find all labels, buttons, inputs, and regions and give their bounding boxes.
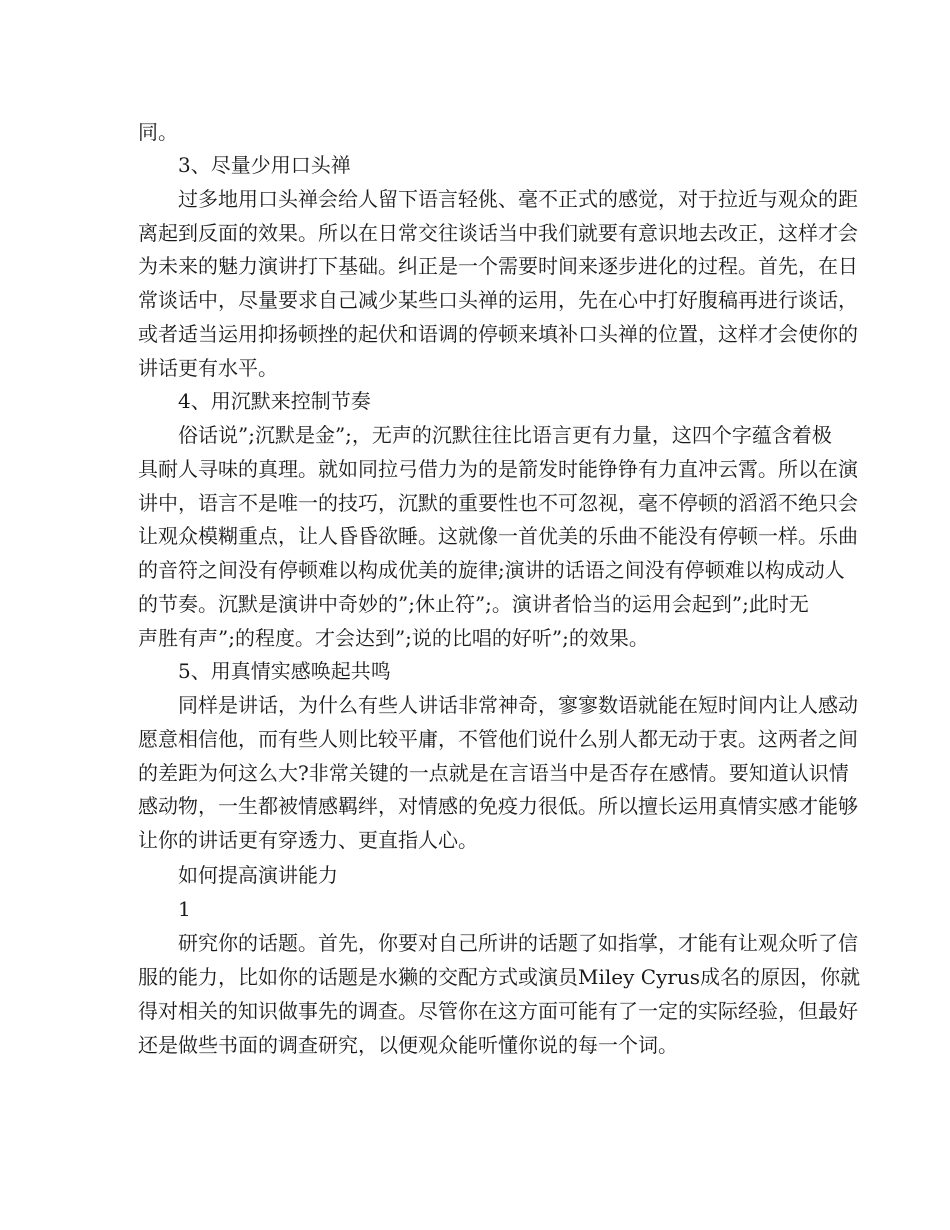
paragraph-text: 的节奏。沉默是演讲中奇妙的”;休止符”;。演讲者恰当的运用会起到”;此时无 [138,592,809,616]
paragraph-text: 研究你的话题。首先，你要对自己所讲的话题了如指掌，才能有让观众听了信 [178,931,858,955]
paragraph-text: 同。 [138,120,178,144]
section-title: 如何提高演讲能力 [178,863,338,887]
section-heading: 5、用真情实感唤起共鸣 [178,659,391,683]
paragraph-text: 具耐人寻味的真理。就如同拉弓借力为的是箭发时能铮铮有力直冲云霄。所以在演 [138,457,858,481]
paragraph-text: 愿意相信他，而有些人则比较平庸，不管他们说什么别人都无动于衷。这两者之间 [138,727,858,751]
paragraph-text: 讲话更有水平。 [138,356,278,380]
step-number: 1 [178,897,191,921]
paragraph-text: 过多地用口头禅会给人留下语言轻佻、毫不正式的感觉，对于拉近与观众的距 [178,187,858,211]
section-heading: 4、用沉默来控制节奏 [178,389,371,413]
section-heading: 3、尽量少用口头禅 [178,153,351,177]
paragraph-text: 让观众模糊重点，让人昏昏欲睡。这就像一首优美的乐曲不能没有停顿一样。乐曲 [138,524,858,548]
paragraph-text: 为未来的魅力演讲打下基础。纠正是一个需要时间来逐步进化的过程。首先，在日 [138,254,858,278]
paragraph-text: 服的能力，比如你的话题是水獭的交配方式或演员Miley Cyrus成名的原因，你就 [138,965,861,989]
paragraph-text: 让你的讲话更有穿透力、更直指人心。 [138,828,478,852]
paragraph-text: 常谈话中，尽量要求自己减少某些口头禅的运用，先在心中打好腹稿再进行谈话， [138,288,858,312]
paragraph-text: 同样是讲话，为什么有些人讲话非常神奇，寥寥数语就能在短时间内让人感动 [178,693,858,717]
paragraph-text: 离起到反面的效果。所以在日常交往谈话当中我们就要有意识地去改正，这样才会 [138,221,858,245]
paragraph-text: 讲中，语言不是唯一的技巧，沉默的重要性也不可忽视，毫不停顿的滔滔不绝只会 [138,491,858,515]
paragraph-text: 感动物，一生都被情感羁绊，对情感的免疫力很低。所以擅长运用真情实感才能够 [138,794,858,818]
paragraph-text: 的音符之间没有停顿难以构成优美的旋律;演讲的话语之间没有停顿难以构成动人 [138,558,845,582]
paragraph-text: 声胜有声”;的程度。才会达到”;说的比唱的好听”;的效果。 [138,626,649,650]
paragraph-text: 还是做些书面的调查研究，以便观众能听懂你说的每一个词。 [138,1033,678,1057]
paragraph-text: 俗话说”;沉默是金”;，无声的沉默往往比语言更有力量，这四个字蕴含着极 [178,423,832,447]
paragraph-text: 得对相关的知识做事先的调查。尽管你在这方面可能有了一定的实际经验，但最好 [138,999,858,1023]
paragraph-text: 或者适当运用抑扬顿挫的起伏和语调的停顿来填补口头禅的位置，这样才会使你的 [138,322,858,346]
paragraph-text: 的差距为何这么大?非常关键的一点就是在言语当中是否存在感情。要知道认识情 [138,761,849,785]
